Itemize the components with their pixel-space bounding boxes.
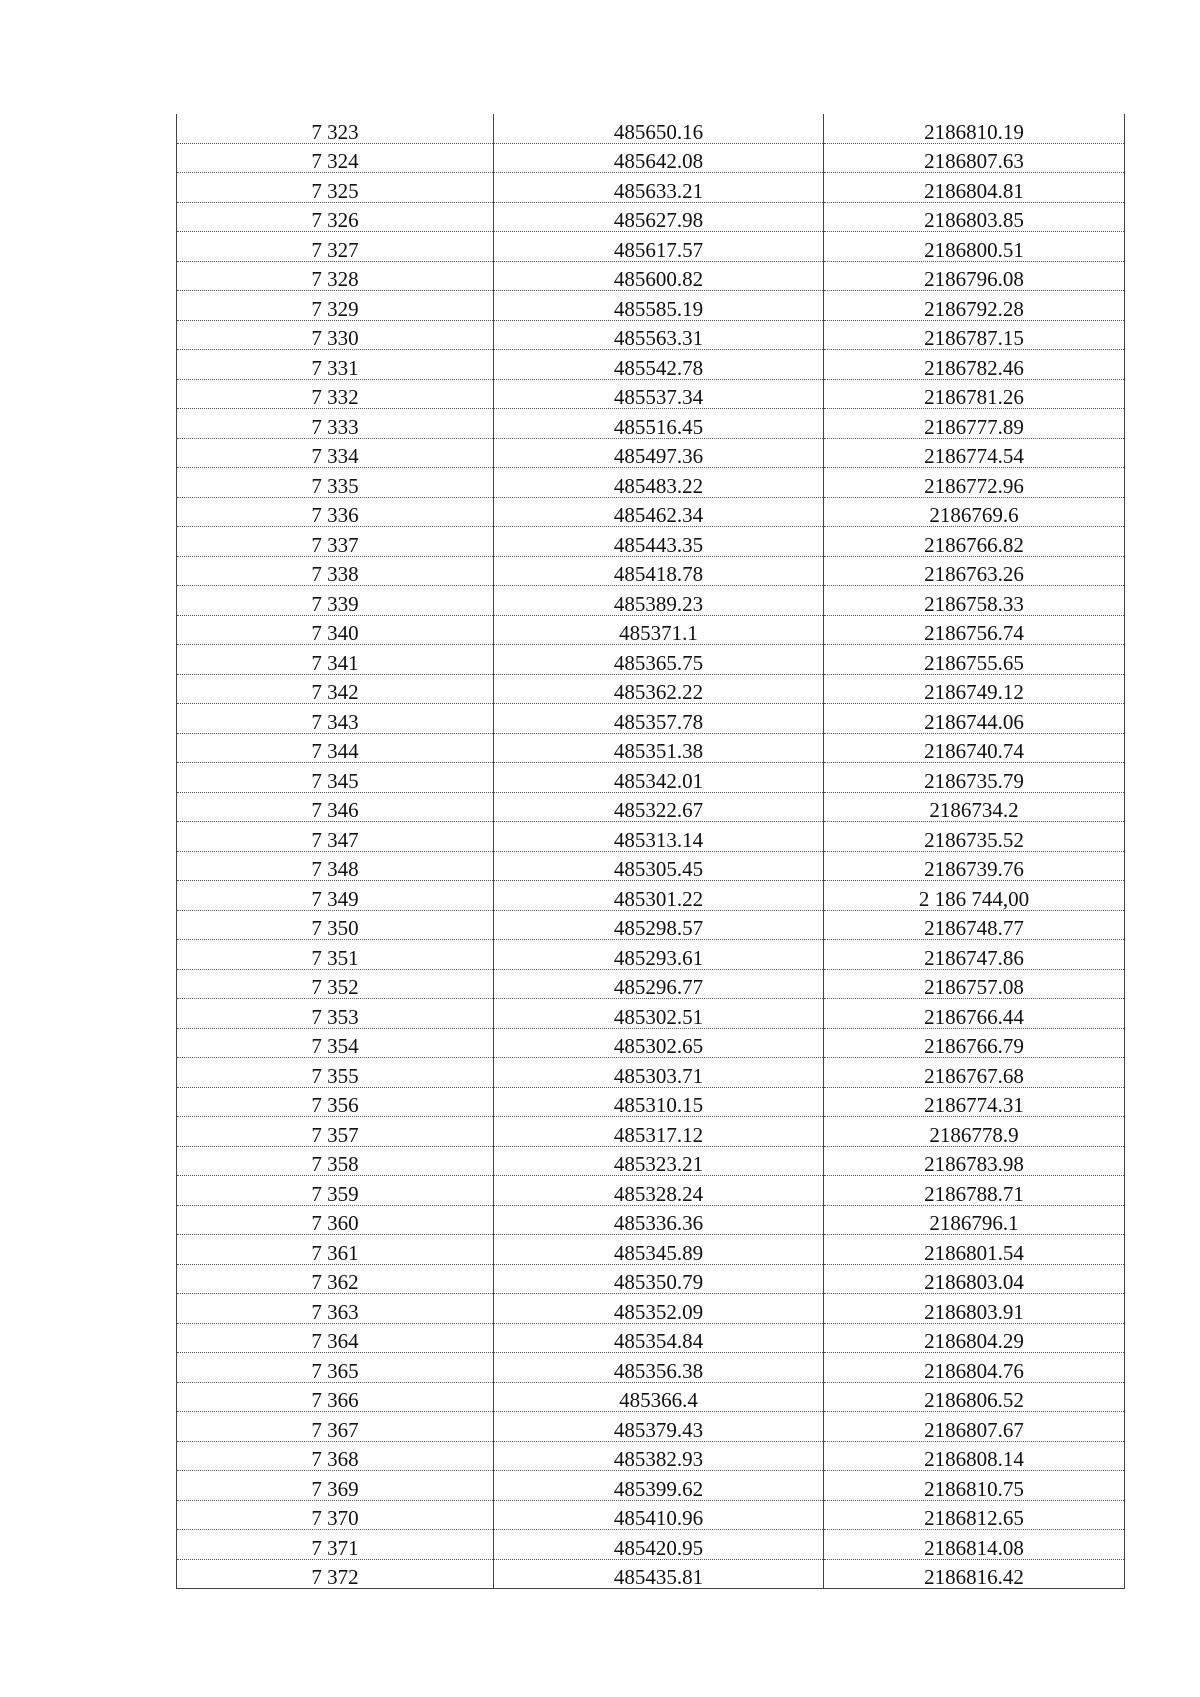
table-row bbox=[177, 1264, 1125, 1294]
x-coordinate-cell: 485298.57 bbox=[494, 910, 824, 940]
point-number-cell: 7 355 bbox=[177, 1058, 494, 1088]
table-row bbox=[177, 1117, 1125, 1147]
table-row bbox=[177, 320, 1125, 350]
y-coordinate-cell: 2186769.6 bbox=[824, 497, 1125, 527]
table-row bbox=[177, 114, 1125, 143]
y-coordinate-cell: 2186735.79 bbox=[824, 763, 1125, 793]
point-number-cell: 7 365 bbox=[177, 1353, 494, 1383]
y-coordinate-cell: 2186756.74 bbox=[824, 615, 1125, 645]
table-row bbox=[177, 704, 1125, 734]
y-coordinate-cell: 2186804.81 bbox=[824, 173, 1125, 203]
table-row bbox=[177, 792, 1125, 822]
x-coordinate-cell: 485435.81 bbox=[494, 1559, 824, 1589]
point-number-cell: 7 350 bbox=[177, 910, 494, 940]
point-number-cell: 7 334 bbox=[177, 438, 494, 468]
table-row bbox=[177, 1412, 1125, 1442]
point-number-cell: 7 358 bbox=[177, 1146, 494, 1176]
x-coordinate-cell: 485313.14 bbox=[494, 822, 824, 852]
point-number-cell: 7 359 bbox=[177, 1176, 494, 1206]
y-coordinate-cell: 2186782.46 bbox=[824, 350, 1125, 380]
y-coordinate-cell: 2186787.15 bbox=[824, 320, 1125, 350]
x-coordinate-cell: 485302.51 bbox=[494, 999, 824, 1029]
table-row bbox=[177, 1294, 1125, 1324]
table-row bbox=[177, 999, 1125, 1029]
x-coordinate-cell: 485322.67 bbox=[494, 792, 824, 822]
y-coordinate-cell: 2186807.63 bbox=[824, 143, 1125, 173]
table-row bbox=[177, 910, 1125, 940]
point-number-cell: 7 332 bbox=[177, 379, 494, 409]
table-row bbox=[177, 1028, 1125, 1058]
table-row bbox=[177, 468, 1125, 498]
point-number-cell: 7 345 bbox=[177, 763, 494, 793]
coordinates-table-body bbox=[177, 114, 1125, 1589]
table-row bbox=[177, 1471, 1125, 1501]
table-row bbox=[177, 1382, 1125, 1412]
table-row bbox=[177, 261, 1125, 291]
y-coordinate-cell: 2 186 744,00 bbox=[824, 881, 1125, 911]
y-coordinate-cell: 2186777.89 bbox=[824, 409, 1125, 439]
table-row bbox=[177, 1500, 1125, 1530]
y-coordinate-cell: 2186755.65 bbox=[824, 645, 1125, 675]
point-number-cell: 7 366 bbox=[177, 1382, 494, 1412]
y-coordinate-cell: 2186757.08 bbox=[824, 969, 1125, 999]
y-coordinate-cell: 2186766.79 bbox=[824, 1028, 1125, 1058]
x-coordinate-cell: 485293.61 bbox=[494, 940, 824, 970]
x-coordinate-cell: 485627.98 bbox=[494, 202, 824, 232]
y-coordinate-cell: 2186803.85 bbox=[824, 202, 1125, 232]
point-number-cell: 7 339 bbox=[177, 586, 494, 616]
table-row bbox=[177, 733, 1125, 763]
table-row bbox=[177, 645, 1125, 675]
point-number-cell: 7 338 bbox=[177, 556, 494, 586]
table-row bbox=[177, 232, 1125, 262]
x-coordinate-cell: 485301.22 bbox=[494, 881, 824, 911]
table-row bbox=[177, 1205, 1125, 1235]
x-coordinate-cell: 485305.45 bbox=[494, 851, 824, 881]
table-row bbox=[177, 851, 1125, 881]
x-coordinate-cell: 485356.38 bbox=[494, 1353, 824, 1383]
y-coordinate-cell: 2186783.98 bbox=[824, 1146, 1125, 1176]
y-coordinate-cell: 2186778.9 bbox=[824, 1117, 1125, 1147]
y-coordinate-cell: 2186816.42 bbox=[824, 1559, 1125, 1589]
x-coordinate-cell: 485328.24 bbox=[494, 1176, 824, 1206]
y-coordinate-cell: 2186739.76 bbox=[824, 851, 1125, 881]
table-row bbox=[177, 438, 1125, 468]
x-coordinate-cell: 485354.84 bbox=[494, 1323, 824, 1353]
x-coordinate-cell: 485642.08 bbox=[494, 143, 824, 173]
x-coordinate-cell: 485342.01 bbox=[494, 763, 824, 793]
x-coordinate-cell: 485336.36 bbox=[494, 1205, 824, 1235]
x-coordinate-cell: 485389.23 bbox=[494, 586, 824, 616]
table-row bbox=[177, 1323, 1125, 1353]
point-number-cell: 7 360 bbox=[177, 1205, 494, 1235]
y-coordinate-cell: 2186735.52 bbox=[824, 822, 1125, 852]
point-number-cell: 7 353 bbox=[177, 999, 494, 1029]
table-row bbox=[177, 940, 1125, 970]
point-number-cell: 7 324 bbox=[177, 143, 494, 173]
y-coordinate-cell: 2186744.06 bbox=[824, 704, 1125, 734]
x-coordinate-cell: 485418.78 bbox=[494, 556, 824, 586]
x-coordinate-cell: 485362.22 bbox=[494, 674, 824, 704]
x-coordinate-cell: 485379.43 bbox=[494, 1412, 824, 1442]
y-coordinate-cell: 2186803.91 bbox=[824, 1294, 1125, 1324]
x-coordinate-cell: 485365.75 bbox=[494, 645, 824, 675]
table-row bbox=[177, 1235, 1125, 1265]
table-row bbox=[177, 497, 1125, 527]
y-coordinate-cell: 2186740.74 bbox=[824, 733, 1125, 763]
table-row bbox=[177, 350, 1125, 380]
x-coordinate-cell: 485382.93 bbox=[494, 1441, 824, 1471]
y-coordinate-cell: 2186810.19 bbox=[824, 114, 1125, 143]
point-number-cell: 7 347 bbox=[177, 822, 494, 852]
point-number-cell: 7 354 bbox=[177, 1028, 494, 1058]
y-coordinate-cell: 2186796.08 bbox=[824, 261, 1125, 291]
point-number-cell: 7 327 bbox=[177, 232, 494, 262]
y-coordinate-cell: 2186767.68 bbox=[824, 1058, 1125, 1088]
x-coordinate-cell: 485350.79 bbox=[494, 1264, 824, 1294]
point-number-cell: 7 337 bbox=[177, 527, 494, 557]
y-coordinate-cell: 2186806.52 bbox=[824, 1382, 1125, 1412]
point-number-cell: 7 333 bbox=[177, 409, 494, 439]
point-number-cell: 7 325 bbox=[177, 173, 494, 203]
point-number-cell: 7 356 bbox=[177, 1087, 494, 1117]
x-coordinate-cell: 485357.78 bbox=[494, 704, 824, 734]
x-coordinate-cell: 485600.82 bbox=[494, 261, 824, 291]
x-coordinate-cell: 485296.77 bbox=[494, 969, 824, 999]
x-coordinate-cell: 485483.22 bbox=[494, 468, 824, 498]
point-number-cell: 7 369 bbox=[177, 1471, 494, 1501]
y-coordinate-cell: 2186748.77 bbox=[824, 910, 1125, 940]
table-row bbox=[177, 674, 1125, 704]
table-row bbox=[177, 556, 1125, 586]
y-coordinate-cell: 2186807.67 bbox=[824, 1412, 1125, 1442]
x-coordinate-cell: 485497.36 bbox=[494, 438, 824, 468]
table-row bbox=[177, 586, 1125, 616]
y-coordinate-cell: 2186774.31 bbox=[824, 1087, 1125, 1117]
x-coordinate-cell: 485352.09 bbox=[494, 1294, 824, 1324]
point-number-cell: 7 340 bbox=[177, 615, 494, 645]
x-coordinate-cell: 485617.57 bbox=[494, 232, 824, 262]
x-coordinate-cell: 485302.65 bbox=[494, 1028, 824, 1058]
table-row bbox=[177, 379, 1125, 409]
point-number-cell: 7 349 bbox=[177, 881, 494, 911]
y-coordinate-cell: 2186781.26 bbox=[824, 379, 1125, 409]
x-coordinate-cell: 485303.71 bbox=[494, 1058, 824, 1088]
x-coordinate-cell: 485345.89 bbox=[494, 1235, 824, 1265]
table-row bbox=[177, 1058, 1125, 1088]
point-number-cell: 7 344 bbox=[177, 733, 494, 763]
point-number-cell: 7 336 bbox=[177, 497, 494, 527]
table-row bbox=[177, 527, 1125, 557]
x-coordinate-cell: 485516.45 bbox=[494, 409, 824, 439]
point-number-cell: 7 361 bbox=[177, 1235, 494, 1265]
point-number-cell: 7 351 bbox=[177, 940, 494, 970]
point-number-cell: 7 372 bbox=[177, 1559, 494, 1589]
table-row bbox=[177, 1441, 1125, 1471]
y-coordinate-cell: 2186749.12 bbox=[824, 674, 1125, 704]
point-number-cell: 7 364 bbox=[177, 1323, 494, 1353]
y-coordinate-cell: 2186747.86 bbox=[824, 940, 1125, 970]
point-number-cell: 7 343 bbox=[177, 704, 494, 734]
y-coordinate-cell: 2186800.51 bbox=[824, 232, 1125, 262]
x-coordinate-cell: 485563.31 bbox=[494, 320, 824, 350]
x-coordinate-cell: 485410.96 bbox=[494, 1500, 824, 1530]
table-row bbox=[177, 173, 1125, 203]
coordinates-table bbox=[176, 114, 1125, 1589]
x-coordinate-cell: 485399.62 bbox=[494, 1471, 824, 1501]
table-row bbox=[177, 969, 1125, 999]
point-number-cell: 7 341 bbox=[177, 645, 494, 675]
point-number-cell: 7 329 bbox=[177, 291, 494, 321]
table-row bbox=[177, 202, 1125, 232]
x-coordinate-cell: 485650.16 bbox=[494, 114, 824, 143]
x-coordinate-cell: 485537.34 bbox=[494, 379, 824, 409]
point-number-cell: 7 323 bbox=[177, 114, 494, 143]
table-row bbox=[177, 1353, 1125, 1383]
table-row bbox=[177, 1176, 1125, 1206]
y-coordinate-cell: 2186812.65 bbox=[824, 1500, 1125, 1530]
x-coordinate-cell: 485420.95 bbox=[494, 1530, 824, 1560]
x-coordinate-cell: 485462.34 bbox=[494, 497, 824, 527]
point-number-cell: 7 348 bbox=[177, 851, 494, 881]
y-coordinate-cell: 2186803.04 bbox=[824, 1264, 1125, 1294]
y-coordinate-cell: 2186766.82 bbox=[824, 527, 1125, 557]
y-coordinate-cell: 2186814.08 bbox=[824, 1530, 1125, 1560]
point-number-cell: 7 331 bbox=[177, 350, 494, 380]
table-row bbox=[177, 291, 1125, 321]
x-coordinate-cell: 485351.38 bbox=[494, 733, 824, 763]
y-coordinate-cell: 2186808.14 bbox=[824, 1441, 1125, 1471]
y-coordinate-cell: 2186788.71 bbox=[824, 1176, 1125, 1206]
point-number-cell: 7 335 bbox=[177, 468, 494, 498]
x-coordinate-cell: 485585.19 bbox=[494, 291, 824, 321]
x-coordinate-cell: 485310.15 bbox=[494, 1087, 824, 1117]
table-row bbox=[177, 1087, 1125, 1117]
y-coordinate-cell: 2186734.2 bbox=[824, 792, 1125, 822]
y-coordinate-cell: 2186772.96 bbox=[824, 468, 1125, 498]
point-number-cell: 7 352 bbox=[177, 969, 494, 999]
point-number-cell: 7 363 bbox=[177, 1294, 494, 1324]
point-number-cell: 7 342 bbox=[177, 674, 494, 704]
point-number-cell: 7 371 bbox=[177, 1530, 494, 1560]
x-coordinate-cell: 485323.21 bbox=[494, 1146, 824, 1176]
y-coordinate-cell: 2186763.26 bbox=[824, 556, 1125, 586]
table-row bbox=[177, 409, 1125, 439]
table-row bbox=[177, 881, 1125, 911]
point-number-cell: 7 330 bbox=[177, 320, 494, 350]
y-coordinate-cell: 2186804.29 bbox=[824, 1323, 1125, 1353]
x-coordinate-cell: 485633.21 bbox=[494, 173, 824, 203]
table-row bbox=[177, 1530, 1125, 1560]
point-number-cell: 7 362 bbox=[177, 1264, 494, 1294]
x-coordinate-cell: 485317.12 bbox=[494, 1117, 824, 1147]
table-row bbox=[177, 763, 1125, 793]
y-coordinate-cell: 2186810.75 bbox=[824, 1471, 1125, 1501]
table-row bbox=[177, 1559, 1125, 1589]
point-number-cell: 7 357 bbox=[177, 1117, 494, 1147]
y-coordinate-cell: 2186792.28 bbox=[824, 291, 1125, 321]
point-number-cell: 7 370 bbox=[177, 1500, 494, 1530]
table-row bbox=[177, 822, 1125, 852]
y-coordinate-cell: 2186758.33 bbox=[824, 586, 1125, 616]
table-row bbox=[177, 143, 1125, 173]
point-number-cell: 7 368 bbox=[177, 1441, 494, 1471]
table-row bbox=[177, 615, 1125, 645]
x-coordinate-cell: 485542.78 bbox=[494, 350, 824, 380]
point-number-cell: 7 367 bbox=[177, 1412, 494, 1442]
y-coordinate-cell: 2186766.44 bbox=[824, 999, 1125, 1029]
y-coordinate-cell: 2186796.1 bbox=[824, 1205, 1125, 1235]
y-coordinate-cell: 2186774.54 bbox=[824, 438, 1125, 468]
point-number-cell: 7 326 bbox=[177, 202, 494, 232]
x-coordinate-cell: 485443.35 bbox=[494, 527, 824, 557]
point-number-cell: 7 328 bbox=[177, 261, 494, 291]
x-coordinate-cell: 485366.4 bbox=[494, 1382, 824, 1412]
table-row bbox=[177, 1146, 1125, 1176]
point-number-cell: 7 346 bbox=[177, 792, 494, 822]
y-coordinate-cell: 2186804.76 bbox=[824, 1353, 1125, 1383]
x-coordinate-cell: 485371.1 bbox=[494, 615, 824, 645]
y-coordinate-cell: 2186801.54 bbox=[824, 1235, 1125, 1265]
